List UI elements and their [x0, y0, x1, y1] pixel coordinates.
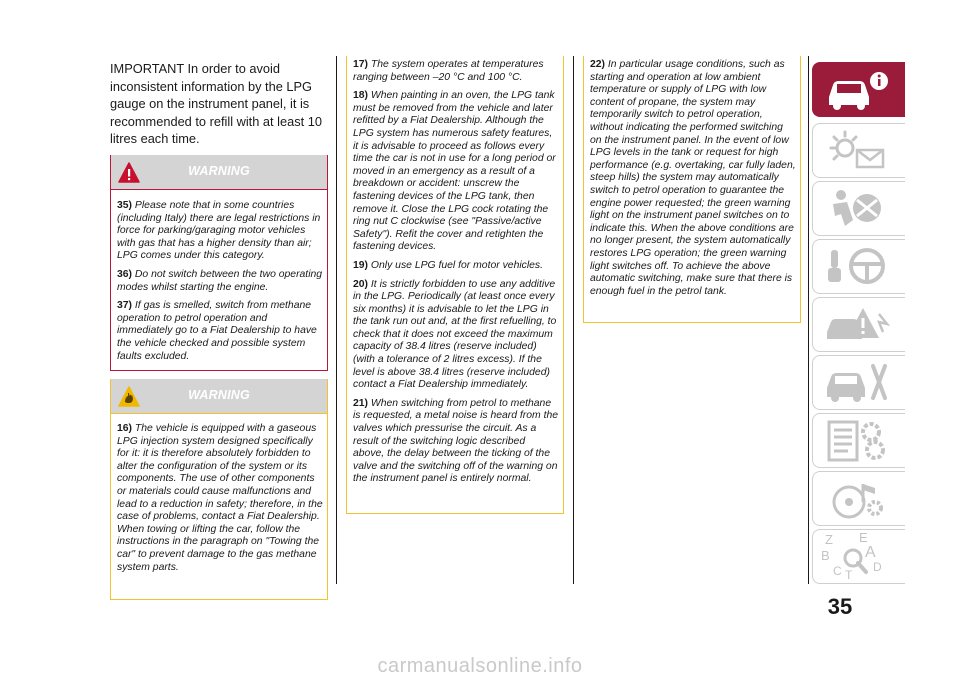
- column-divider: [573, 56, 574, 584]
- tab-car-info[interactable]: [812, 62, 905, 117]
- index-letter-c: C: [833, 564, 842, 578]
- notes-column-2: [346, 56, 564, 514]
- car-info-icon: [823, 67, 893, 113]
- maintenance-icon: [823, 360, 893, 406]
- warning-notes: [117, 423, 323, 580]
- index-letter-z: Z: [825, 532, 833, 547]
- warning-box-yellow: [110, 379, 328, 600]
- emergency-icon: [823, 302, 893, 348]
- note-17: 17) The system operates at temperatures ranging between –20 °C and 100 °C.: [353, 59, 544, 83]
- note-19: 19) Only use LPG fuel for motor vehicles.: [353, 259, 544, 271]
- note-16: 16) The vehicle is equipped with a gaseous LPG injection system designed specifically for it: it is therefore absolutely forbidden to alter the configuration of the system or its components. The use of other components or materials could cause malfunctions and lead to a reduction in safety; therefore, in the case of problems, contact a Fiat Dealership. When towing or lifting the car, follow the instructions in the paragraph on "Towing the car" to prevent damage to the gas methane system parts.: [117, 423, 323, 573]
- column-divider: [336, 56, 337, 584]
- note-21: 21) When switching from petrol to methane is requested, a metal noise is heard from the valves which pressurise the circuit. As a result of the switching logic described above, the delay between the ticking of the valve and the switching off of the warning on the instrument panel is entirely normal.: [353, 397, 559, 485]
- technical-data-icon: [823, 418, 893, 464]
- note-20: 20) It is strictly forbidden to use any additive in the LPG. Periodically (at least once every six months) it is advisable to let the LPG in the tank run out and, at the first refuelling, to check that it does not exceed the maximum capacity of 38.4 litres (reserve included) (with a tolerance of 2 litres excess). If the level is above 38.4 litres (reserve included) contact a Fiat Dealership immediately.: [353, 278, 557, 391]
- tab-multimedia[interactable]: [812, 471, 905, 526]
- column-divider: [808, 56, 809, 584]
- warning-title: WARNING: [188, 388, 250, 402]
- starting-driving-icon: [823, 244, 893, 290]
- warning-header: [111, 155, 327, 190]
- watermark: carmanualsonline.info: [377, 655, 583, 677]
- tab-index[interactable]: [812, 529, 905, 584]
- tab-lights-messages[interactable]: [812, 123, 905, 178]
- note-35: 35) Please note that in some countries (including Italy) there are legal restrictions in force for parking/garaging motor vehicles with gas that has a higher density than air; LPG comes under this category.: [117, 200, 321, 262]
- warning-header: [111, 379, 327, 414]
- intro-paragraph: IMPORTANT In order to avoid inconsistent information by the LPG gauge on the instrument panel, it is recommended to refill with at least 10 litres each time.: [110, 61, 322, 146]
- index-letter-t: T: [845, 568, 853, 582]
- note-37: 37) If gas is smelled, switch from methane operation to petrol operation and immediately go to a Fiat Dealership to have the vehicle checked and possible system faults excluded.: [117, 300, 317, 362]
- multimedia-icon: [823, 476, 893, 522]
- index-letter-d: D: [873, 560, 882, 574]
- tab-safety[interactable]: [812, 181, 905, 236]
- page-number: 35: [827, 594, 853, 619]
- index-letter-e: E: [859, 530, 868, 545]
- tab-emergency[interactable]: [812, 297, 905, 352]
- lights-messages-icon: [823, 128, 893, 174]
- index-letter-a: A: [865, 544, 876, 561]
- note-18: 18) When painting in an oven, the LPG tank must be removed from the vehicle and later refitted by a Fiat Dealership. Although the LPG system has numerous safety features, it is advisable to proceed as follows every time the car is not in use for a long period or moved in an emergency as a result of a breakdown or accident: unscrew the fastening devices of the LPG tank, then remove it. Close the LPG cock rotating the ring nut C clockwise (see "Passive/active Safety"). Refit the cover and retighten the fastening devices.: [353, 90, 556, 253]
- tab-starting-driving[interactable]: [812, 239, 905, 294]
- hand-triangle-icon: [118, 386, 140, 408]
- note-36: 36) Do not switch between the two operating modes whilst starting the engine.: [117, 268, 323, 293]
- warning-box-red: [110, 155, 328, 371]
- exclamation-triangle-icon: [118, 162, 140, 184]
- note-22: 22) In particular usage conditions, such as starting and operation at low ambient temperature or supply of LPG with low content of propane, the system may temporarily switch to petrol operation, without indicating the performed switching on the instrument panel. In the event of low LPG levels in the tank or request for high performance (e.g. overtaking, car fully laden, steep hills) the system may automatically switch to petrol operation to guarantee the engine power requested; the green warning light on the instrument panel switches on to indicate this. When the above conditions are no longer present, the system automatically restores LPG operation; the green warning light switches off. To achieve the above automatic switching, make sure that there is enough fuel in the petrol tank.: [590, 59, 796, 297]
- index-letter-b: B: [821, 548, 830, 563]
- warning-title: WARNING: [188, 164, 250, 178]
- tab-maintenance[interactable]: [812, 355, 905, 410]
- warning-notes: [117, 200, 323, 369]
- notes-column-3: [583, 56, 801, 323]
- safety-airbag-icon: [823, 186, 893, 232]
- tab-technical-data[interactable]: [812, 413, 905, 468]
